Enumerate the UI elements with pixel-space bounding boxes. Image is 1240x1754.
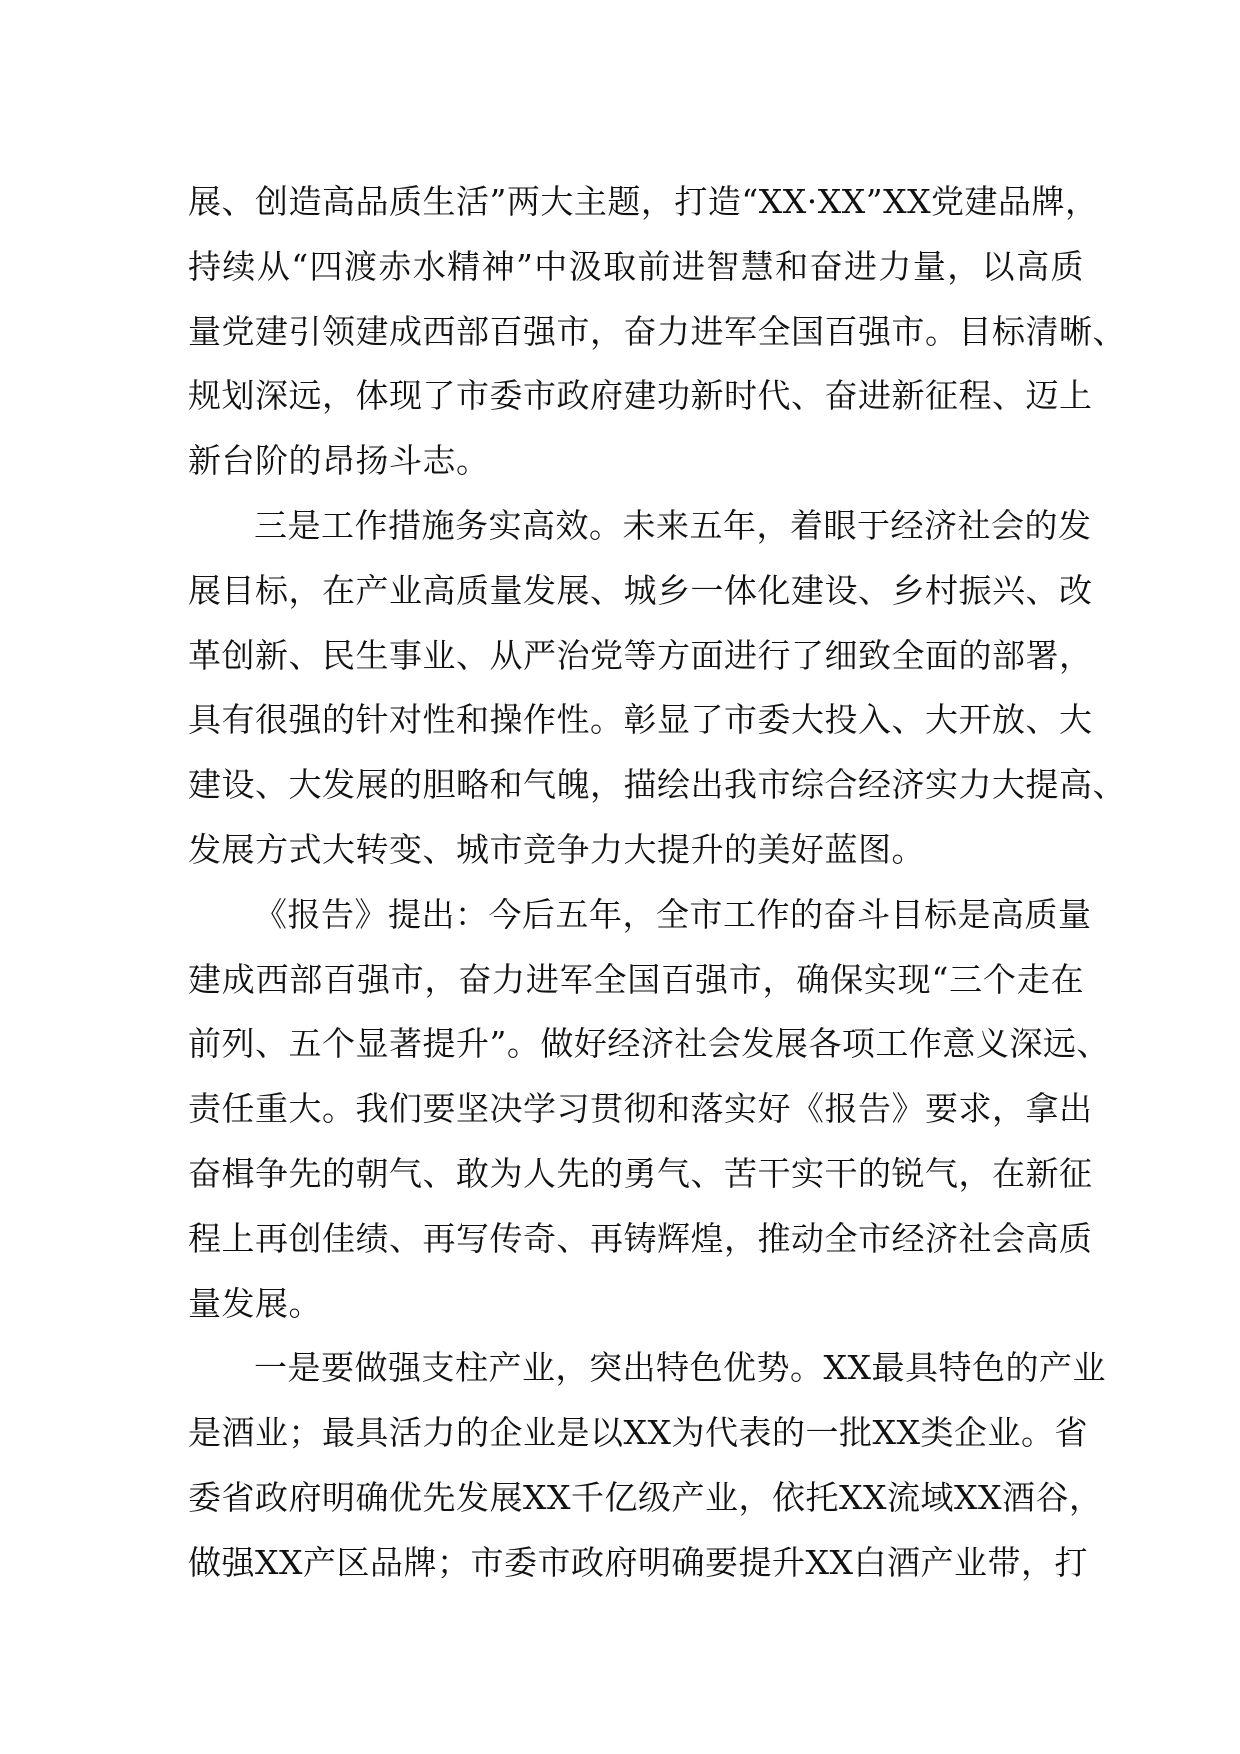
text-line: 前列、五个显著提升”。做好经济社会发展各项工作意义深远、: [188, 1024, 1110, 1064]
paragraph-start-line: 三是工作措施务实高效。未来五年，着眼于经济社会的发: [254, 505, 1092, 545]
text-line: 展、创造高品质生活”两大主题，打造“XX·XX”XX党建品牌，: [188, 182, 1099, 221]
text-line: 建成西部百强市，奋力进军全国百强市，确保实现“三个走在: [188, 959, 1084, 999]
text-line: 奋楫争先的朝气、敢为人先的勇气、苦干实干的锐气，在新征: [188, 1153, 1093, 1193]
text-line: 做强XX产区品牌；市委市政府明确要提升XX白酒产业带，打: [188, 1542, 1088, 1582]
text-line: 展目标，在产业高质量发展、城乡一体化建设、乡村振兴、改: [188, 570, 1093, 610]
text-line: 量党建引领建成西部百强市，奋力进军全国百强市。目标清晰、: [188, 311, 1126, 351]
text-line: 责任重大。我们要坚决学习贯彻和落实好《报告》要求，拿出: [188, 1089, 1093, 1129]
text-line: 持续从“四渡赤水精神”中汲取前进智慧和奋进力量，以高质: [188, 246, 1084, 286]
text-line: 量发展。: [188, 1283, 322, 1323]
text-line: 委省政府明确优先发展XX千亿级产业，依托XX流域XX酒谷，: [188, 1477, 1103, 1517]
text-line: 是酒业；最具活力的企业是以XX为代表的一批XX类企业。省: [188, 1413, 1088, 1453]
paragraph-start-line: 一是要做强支柱产业，突出特色优势。XX最具特色的产业: [254, 1348, 1106, 1388]
text-line: 发展方式大转变、城市竞争力大提升的美好蓝图。: [188, 829, 925, 869]
document-page: [188, 170, 1126, 1596]
text-line: 建设、大发展的胆略和气魄，描绘出我市综合经济实力大提高、: [188, 765, 1126, 805]
paragraph-start-line: 《报告》提出：今后五年，全市工作的奋斗目标是高质量: [254, 894, 1092, 934]
text-line: 新台阶的昂扬斗志。: [188, 441, 490, 481]
text-line: 程上再创佳绩、再写传奇、再铸辉煌，推动全市经济社会高质: [188, 1218, 1093, 1258]
text-line: 革创新、民生事业、从严治党等方面进行了细致全面的部署，: [188, 635, 1093, 675]
text-line: 具有很强的针对性和操作性。彰显了市委大投入、大开放、大: [188, 700, 1093, 740]
text-line: 规划深远，体现了市委市政府建功新时代、奋进新征程、迈上: [188, 376, 1093, 416]
